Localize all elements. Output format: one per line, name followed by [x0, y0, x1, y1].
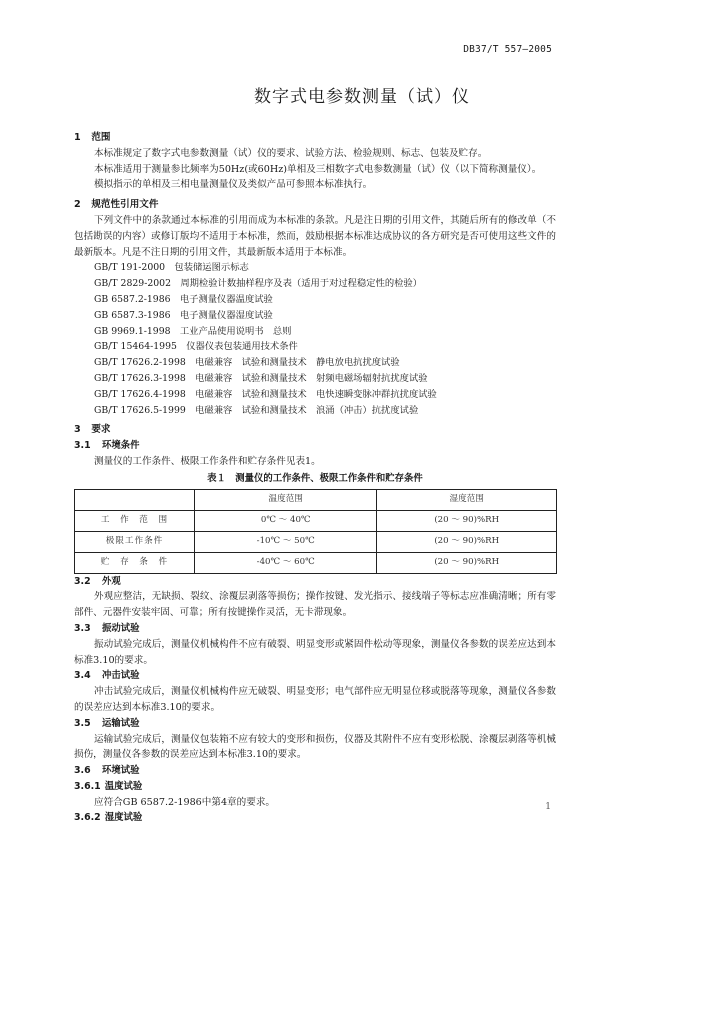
reference-code: GB/T 17626.5-1999 [94, 404, 186, 416]
table-cell: (20 ～ 90)%RH [377, 531, 557, 552]
table-cell: 贮 存 条 件 [75, 552, 195, 573]
subsection-number: 3.2 [74, 575, 91, 587]
table-cell: -10℃ ～ 50℃ [195, 531, 377, 552]
subsection-number: 3.6.2 [74, 812, 101, 824]
reference-item [94, 260, 556, 276]
table-cell: (20 ～ 90)%RH [377, 510, 557, 531]
reference-title: 仪器仪表包装通用技术条件 [186, 341, 298, 353]
subsection-number: 3.6.1 [74, 780, 101, 792]
table-cell: (20 ～ 90)%RH [377, 552, 557, 573]
subsection-heading [74, 763, 556, 779]
table-cell: 0℃ ～ 40℃ [195, 510, 377, 531]
table-header-cell: 湿度范围 [377, 489, 557, 510]
reference-code: GB/T 191-2000 [94, 262, 166, 274]
reference-code: GB 9969.1-1998 [94, 325, 171, 337]
subsection-title: 湿度试验 [104, 812, 143, 824]
paragraph: 模拟指示的单相及三相电量测量仪及类似产品可参照本标准执行。 [94, 179, 373, 191]
paragraph: 本标准适用于测量参比频率为50Hz(或60Hz)单相及三相数字式电参数测量（试）仪（以下简称测量仪）。 [94, 163, 542, 175]
section-title: 要求 [91, 424, 111, 436]
paragraph: 冲击试验完成后，测量仪机械构件应无破裂、明显变形；电气部件应无明显位移或脱落等现象，测量仪各参数的误差应达到本标准3.10的要求。 [74, 686, 556, 713]
section-number: 3 [74, 424, 81, 436]
paragraph: 测量仪的工作条件、极限工作条件和贮存条件见表1。 [94, 455, 321, 467]
subsection-title: 振动试验 [102, 622, 140, 634]
reference-item [94, 339, 556, 355]
table-row [75, 531, 557, 552]
subsection-number: 3.4 [74, 670, 91, 682]
subsection-title: 环境试验 [102, 765, 140, 777]
reference-item [94, 355, 556, 371]
table-cell: 极限工作条件 [75, 531, 195, 552]
reference-code: GB 6587.3-1986 [94, 309, 171, 321]
table-cell: -40℃ ～ 60℃ [195, 552, 377, 573]
subsection-heading [74, 779, 556, 795]
subsection-title: 运输试验 [102, 717, 140, 729]
reference-title: 电磁兼容 试验和测量技术 浪涌（冲击）抗扰度试验 [195, 404, 419, 416]
subsection-heading [74, 810, 556, 826]
reference-list [74, 260, 556, 418]
section-3-heading [74, 422, 556, 438]
paragraph: 运输试验完成后，测量仪包装箱不应有较大的变形和损伤，仪器及其附件不应有变形松脱、涂覆层剥落等机械损伤，测量仪各参数的误差应达到本标准3.10的要求。 [74, 733, 556, 761]
section-number: 2 [74, 199, 81, 211]
document-body [74, 126, 556, 826]
reference-item [94, 387, 556, 403]
subsection-heading [74, 621, 556, 637]
reference-title: 周期检验计数抽样程序及表（适用于对过程稳定性的检验） [180, 278, 423, 290]
paragraph: 本标准规定了数字式电参数测量（试）仪的要求、试验方法、检验规则、标志、包装及贮存。 [94, 147, 488, 159]
reference-item [94, 308, 556, 324]
subsection-number: 3.5 [74, 717, 91, 729]
subsection-title: 环境条件 [102, 440, 140, 452]
paragraph: 应符合GB 6587.2-1986中第4章的要求。 [94, 796, 276, 808]
table-header-cell [75, 489, 195, 510]
reference-item [94, 276, 556, 292]
page-title: 数字式电参数测量（试）仪 [254, 87, 470, 107]
subsection-heading [74, 438, 556, 454]
environment-conditions-table [74, 489, 557, 574]
reference-code: GB/T 15464-1995 [94, 341, 177, 353]
subsection-number: 3.6 [74, 765, 91, 777]
section-1-heading [74, 130, 556, 146]
section-title: 规范性引用文件 [91, 199, 159, 211]
paragraph: 振动试验完成后，测量仪机械构件不应有破裂、明显变形或紧固件松动等现象，测量仪各参数的误差应达到本标准3.10的要求。 [74, 638, 556, 666]
reference-title: 包装储运图示标志 [174, 262, 249, 274]
reference-title: 电子测量仪器湿度试验 [179, 309, 273, 321]
reference-code: GB/T 17626.4-1998 [94, 388, 186, 400]
reference-item [94, 371, 556, 387]
reference-title: 工业产品使用说明书 总则 [179, 325, 292, 337]
subsection-heading [74, 668, 556, 684]
subsection-title: 外观 [102, 575, 121, 587]
standard-code: DB37/T 557—2005 [463, 44, 552, 55]
reference-item [94, 324, 556, 340]
page-number: 1 [545, 802, 551, 812]
section-title: 范围 [91, 132, 111, 143]
table-header-row [75, 489, 557, 510]
reference-title: 电磁兼容 试验和测量技术 电快速瞬变脉冲群抗扰度试验 [195, 388, 437, 400]
reference-item [94, 292, 556, 308]
section-number: 1 [74, 132, 81, 143]
reference-code: GB/T 17626.3-1998 [94, 372, 186, 384]
reference-code: GB/T 2829-2002 [94, 278, 172, 290]
section-2-heading [74, 197, 556, 213]
reference-item [94, 403, 556, 419]
subsection-title: 冲击试验 [102, 670, 140, 682]
reference-title: 电磁兼容 试验和测量技术 射频电磁场辐射抗扰度试验 [195, 372, 428, 384]
subsection-heading [74, 574, 556, 590]
paragraph: 下列文件中的条款通过本标准的引用而成为本标准的条款。凡是注日期的引用文件，其随后所有的修改单（不包括勘误的内容）或修订版均不适用于本标准，然而，鼓励根据本标准达成协议的各方研究是否可使用这些文件的最新版本。凡是不注日期的引用文件，其最新版本适用于本标准。 [74, 214, 556, 258]
paragraph: 外观应整洁，无缺损、裂纹、涂覆层剥落等损伤；操作按键、发光指示、接线端子等标志应准确清晰；所有零部件、元器件安装牢固、可靠；所有按键操作灵活，无卡滞现象。 [74, 591, 556, 619]
table-row [75, 552, 557, 573]
subsection-number: 3.1 [74, 440, 91, 452]
table-row [75, 510, 557, 531]
table-caption: 表１ 测量仪的工作条件、极限工作条件和贮存条件 [207, 472, 423, 484]
subsection-title: 温度试验 [104, 780, 143, 792]
subsection-heading [74, 716, 556, 732]
reference-code: GB 6587.2-1986 [94, 293, 171, 305]
reference-title: 电子测量仪器温度试验 [179, 293, 273, 305]
table-cell: 工 作 范 围 [75, 510, 195, 531]
reference-code: GB/T 17626.2-1998 [94, 357, 186, 369]
table-header-cell: 温度范围 [195, 489, 377, 510]
subsection-number: 3.3 [74, 622, 91, 634]
reference-title: 电磁兼容 试验和测量技术 静电放电抗扰度试验 [195, 357, 400, 369]
